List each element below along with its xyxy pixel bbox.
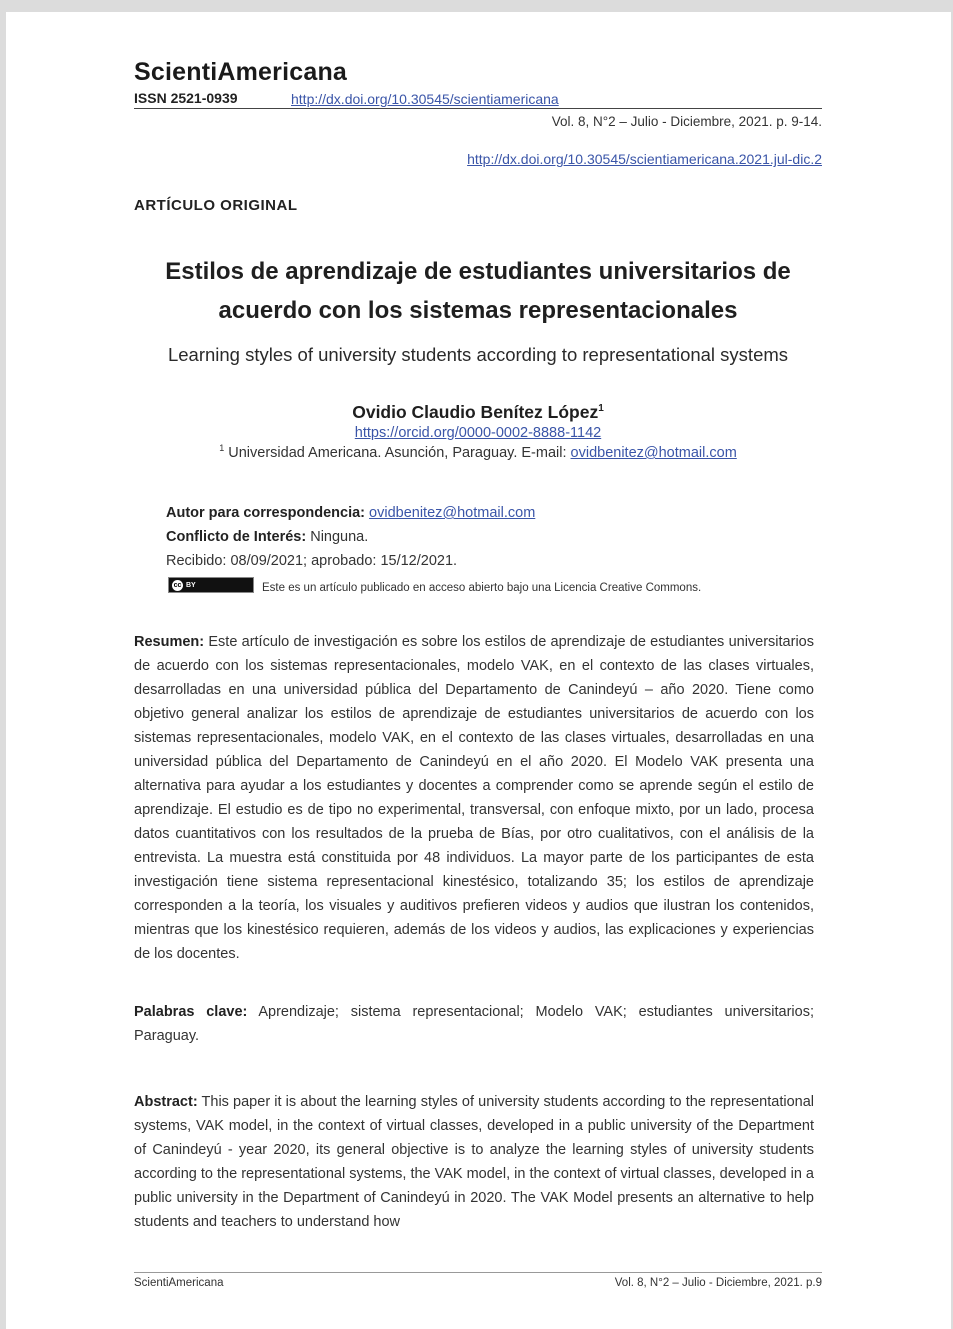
abstract-paragraph — [134, 1090, 814, 1234]
journal-name: ScientiAmericana — [134, 58, 348, 86]
section-label: ARTÍCULO ORIGINAL — [134, 197, 298, 214]
journal-doi-link[interactable]: http://dx.doi.org/10.30545/scientiamericana — [291, 91, 559, 107]
orcid-line — [134, 425, 822, 441]
footer-rule — [134, 1272, 822, 1273]
keywords-label: Palabras clave: — [134, 1004, 248, 1020]
footer-journal: ScientiAmericana — [134, 1277, 224, 1289]
abstract-label: Abstract: — [134, 1094, 198, 1110]
author-name-line — [134, 402, 822, 423]
resumen-label: Resumen: — [134, 634, 205, 650]
orcid-link[interactable]: https://orcid.org/0000-0002-8888-1142 — [354, 425, 602, 441]
keywords-paragraph — [134, 1000, 814, 1048]
affiliation-line — [134, 443, 822, 461]
article-title — [134, 252, 822, 330]
title-line-1: Estilos de aprendizaje de estudiantes universitarios de — [165, 258, 791, 285]
author-email-link[interactable]: ovidbenitez@hotmail.com — [570, 444, 737, 461]
conflict-value: Ninguna. — [310, 529, 369, 545]
cc-by-label: BY — [186, 581, 196, 589]
abstract-text: This paper it is about the learning styles of university students according to the representational systems, VAK model, in the context of virtual classes, developed in a public university of the Department of Canindeyú - year 2020, its general objective is to analyze the learning styles of university students according to the representational systems, the VAK model, in the context of virtual classes, developed in a public university in the Department of Canindeyú in 2020. The VAK Model presents an alternative to help students and teachers to understand how — [134, 1094, 814, 1230]
resumen-paragraph — [134, 630, 814, 966]
correspondence-line — [166, 505, 535, 521]
author-marker: 1 — [598, 403, 604, 415]
conflict-line — [166, 529, 368, 545]
cc-by-license-badge[interactable] — [168, 577, 254, 593]
correspondence-email-link[interactable]: ovidbenitez@hotmail.com — [369, 505, 536, 521]
affiliation-text: Universidad Americana. Asunción, Paraguay. E-mail: — [224, 444, 571, 461]
license-text: Este es un artículo publicado en acceso abierto bajo una Licencia Creative Commons. — [262, 582, 702, 594]
volume-info: Vol. 8, N°2 – Julio - Diciembre, 2021. p. 9-14. — [551, 114, 822, 129]
creative-commons-icon: cc — [173, 581, 182, 589]
footer-page-info: Vol. 8, N°2 – Julio - Diciembre, 2021. p.9 — [614, 1277, 822, 1289]
english-title: Learning styles of university students according to representational systems — [167, 344, 789, 365]
keywords-text: Aprendizaje; sistema representacional; Modelo VAK; estudiantes universitarios; Paraguay. — [134, 1004, 814, 1044]
affiliation-marker: 1 — [219, 443, 225, 453]
resumen-text: Este artículo de investigación es sobre los estilos de aprendizaje de estudiantes universitarios de acuerdo con los sistemas representacionales, modelo VAK, en el contexto de las clases virtuales, desarrolladas en una universidad pública del Departamento de Canindeyú – año 2020. Tiene como objetivo general analizar los estilos de aprendizaje de estudiantes universitarios de acuerdo con los sistemas representacionales, modelo VAK, en el contexto de las clases virtuales, desarrolladas en una universidad pública del Departamento de Canindeyú en el año 2020. El Modelo VAK presenta una alternativa para ayudar a los estudiantes y docentes a comprender como se aprende según el estilo de aprendizaje. El estudio es de tipo no experimental, transversal, con enfoque mixto, por un lado, procesa datos cuantitativos con los resultados de la prueba de Bías, por otro cualitativos, con el análisis de la entrevista. La muestra está constituida por 48 individuos. La mayor parte de los participantes de esta investigación tiene sistema representacional kinestésico, totalizando 35; los estilos de aprendizaje corresponden a la teoría, los visuales y auditivos prefieren videos y audios que ilustran los contenidos, mientras que los kinestésico requieren, además de los videos y audios, las explicaciones y experiencias de los docentes. — [134, 634, 814, 962]
dates-line: Recibido: 08/09/2021; aprobado: 15/12/2021. — [166, 553, 458, 569]
article-doi-link[interactable]: http://dx.doi.org/10.30545/scientiamericana.2021.jul-dic.2 — [467, 151, 822, 167]
issn: ISSN 2521-0939 — [134, 90, 238, 106]
title-line-2: acuerdo con los sistemas representacionales — [218, 297, 738, 324]
conflict-label: Conflicto de Interés: — [166, 529, 311, 545]
header-rule — [134, 108, 822, 109]
correspondence-label: Autor para correspondencia: — [166, 505, 370, 521]
author-name: Ovidio Claudio Benítez López — [352, 402, 599, 422]
